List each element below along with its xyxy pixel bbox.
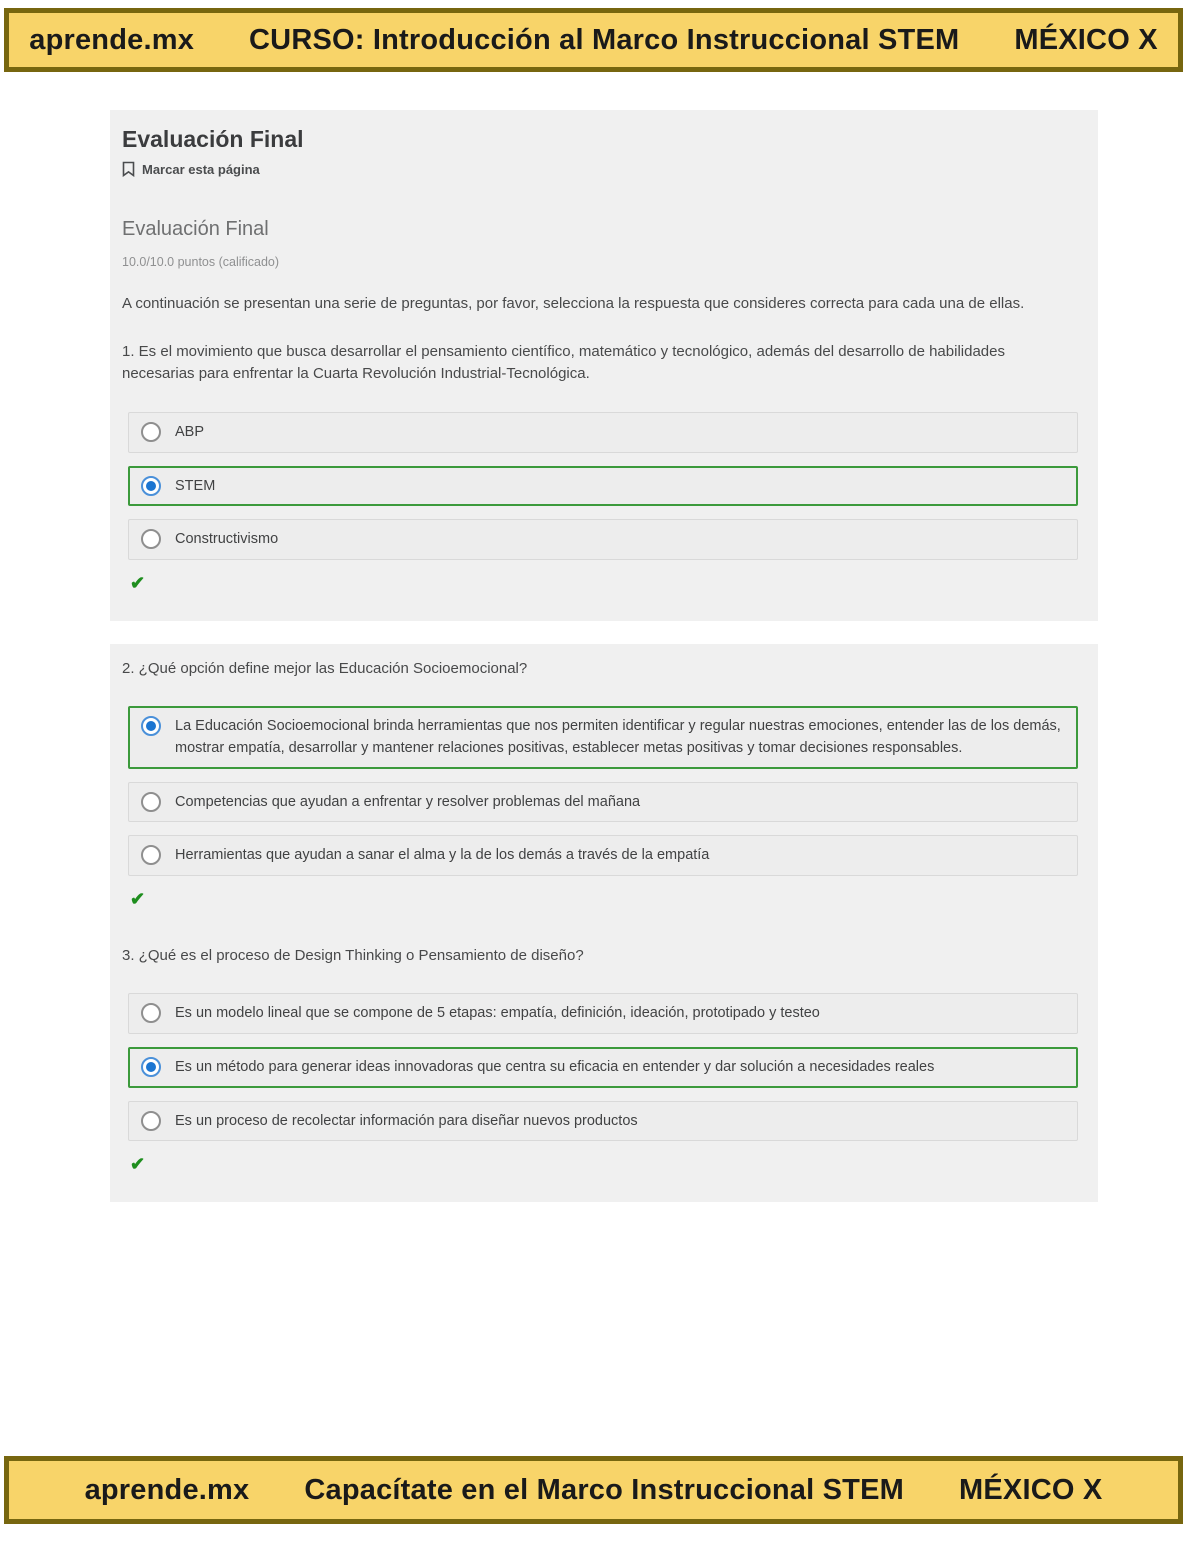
option-label: ABP xyxy=(175,423,205,440)
radio-button[interactable] xyxy=(141,716,161,736)
course-footer-banner xyxy=(4,1456,1183,1524)
radio-button[interactable] xyxy=(141,476,161,496)
question-block-3 xyxy=(122,945,1078,1176)
course-header-banner xyxy=(4,8,1183,72)
org-logo-text: MÉXICO X xyxy=(1014,23,1158,56)
radio-button[interactable] xyxy=(141,792,161,812)
option-label: Es un modelo lineal que se compone de 5 etapas: empatía, definición, ideación, prototipado y testeo xyxy=(175,1005,820,1022)
correct-checkmark-icon: ✔ xyxy=(130,573,146,593)
intro-text: A continuación se presentan una serie de preguntas, por favor, selecciona la respuesta que consideres correcta para cada una de ellas. xyxy=(122,295,1025,312)
exam-section-card-2 xyxy=(110,644,1098,1202)
option-label: Constructivismo xyxy=(175,531,279,548)
option-label: Competencias que ayudan a enfrentar y resolver problemas del mañana xyxy=(175,793,641,810)
answer-option[interactable] xyxy=(128,1047,1078,1088)
exam-section-card-1 xyxy=(110,110,1098,621)
options-group xyxy=(128,706,1078,876)
question-text: 3. ¿Qué es el proceso de Design Thinking o Pensamiento de diseño? xyxy=(122,946,584,964)
answer-option[interactable] xyxy=(128,1101,1078,1142)
bookmark-page-link[interactable] xyxy=(122,161,260,177)
option-label: Es un proceso de recolectar información para diseñar nuevos productos xyxy=(175,1112,638,1129)
question-text: 2. ¿Qué opción define mejor las Educación Socioemocional? xyxy=(122,659,528,677)
correct-checkmark-icon: ✔ xyxy=(130,1154,146,1175)
option-label: Es un método para generar ideas innovadoras que centra su eficacia en entender y dar solución a necesidades reales xyxy=(175,1058,935,1075)
footer-course-title-text: Capacítate en el Marco Instruccional STEM xyxy=(304,1473,905,1506)
answer-option[interactable] xyxy=(128,466,1078,507)
correct-checkmark-icon: ✔ xyxy=(130,889,146,910)
answer-option[interactable] xyxy=(128,706,1078,769)
brand-logo-text: aprende.mx xyxy=(29,23,195,56)
brand-logo-text: aprende.mx xyxy=(84,1473,250,1506)
page-title: Evaluación Final xyxy=(122,126,304,152)
org-logo-text: MÉXICO X xyxy=(959,1473,1103,1506)
options-group xyxy=(128,993,1078,1141)
answer-option[interactable] xyxy=(128,519,1078,560)
section-title: Evaluación Final xyxy=(122,218,269,240)
answer-option[interactable] xyxy=(128,993,1078,1034)
radio-button[interactable] xyxy=(141,845,161,865)
option-label: Herramientas que ayudan a sanar el alma y la de los demás a través de la empatía xyxy=(175,847,710,864)
score-text: 10.0/10.0 puntos (calificado) xyxy=(122,255,280,269)
question-block-1 xyxy=(122,341,1078,595)
radio-button[interactable] xyxy=(141,422,161,442)
radio-button[interactable] xyxy=(141,529,161,549)
radio-button[interactable] xyxy=(141,1003,161,1023)
option-label: La Educación Socioemocional brinda herramientas que nos permiten identificar y regular nuestras emociones, entender las de los demás, mostrar empatía, desarrollar y mantener relaciones positivas, establecer metas positivas y tomar decisiones responsables. xyxy=(175,718,1061,756)
answer-option[interactable] xyxy=(128,835,1078,876)
question-text: 1. Es el movimiento que busca desarrollar el pensamiento científico, matemático y tecnológico, además del desarrollo de habilidades necesarias para enfrentar la Cuarta Revolución Industrial-Tecnológica. xyxy=(122,342,1005,383)
answer-option[interactable] xyxy=(128,412,1078,453)
radio-button[interactable] xyxy=(141,1111,161,1131)
radio-button[interactable] xyxy=(141,1057,161,1077)
option-label: STEM xyxy=(175,477,216,494)
question-block-2 xyxy=(122,658,1078,911)
bookmark-icon xyxy=(122,161,135,177)
options-group xyxy=(128,412,1078,560)
course-title-text: CURSO: Introducción al Marco Instruccional STEM xyxy=(249,23,960,56)
answer-option[interactable] xyxy=(128,782,1078,823)
bookmark-label: Marcar esta página xyxy=(142,161,260,177)
